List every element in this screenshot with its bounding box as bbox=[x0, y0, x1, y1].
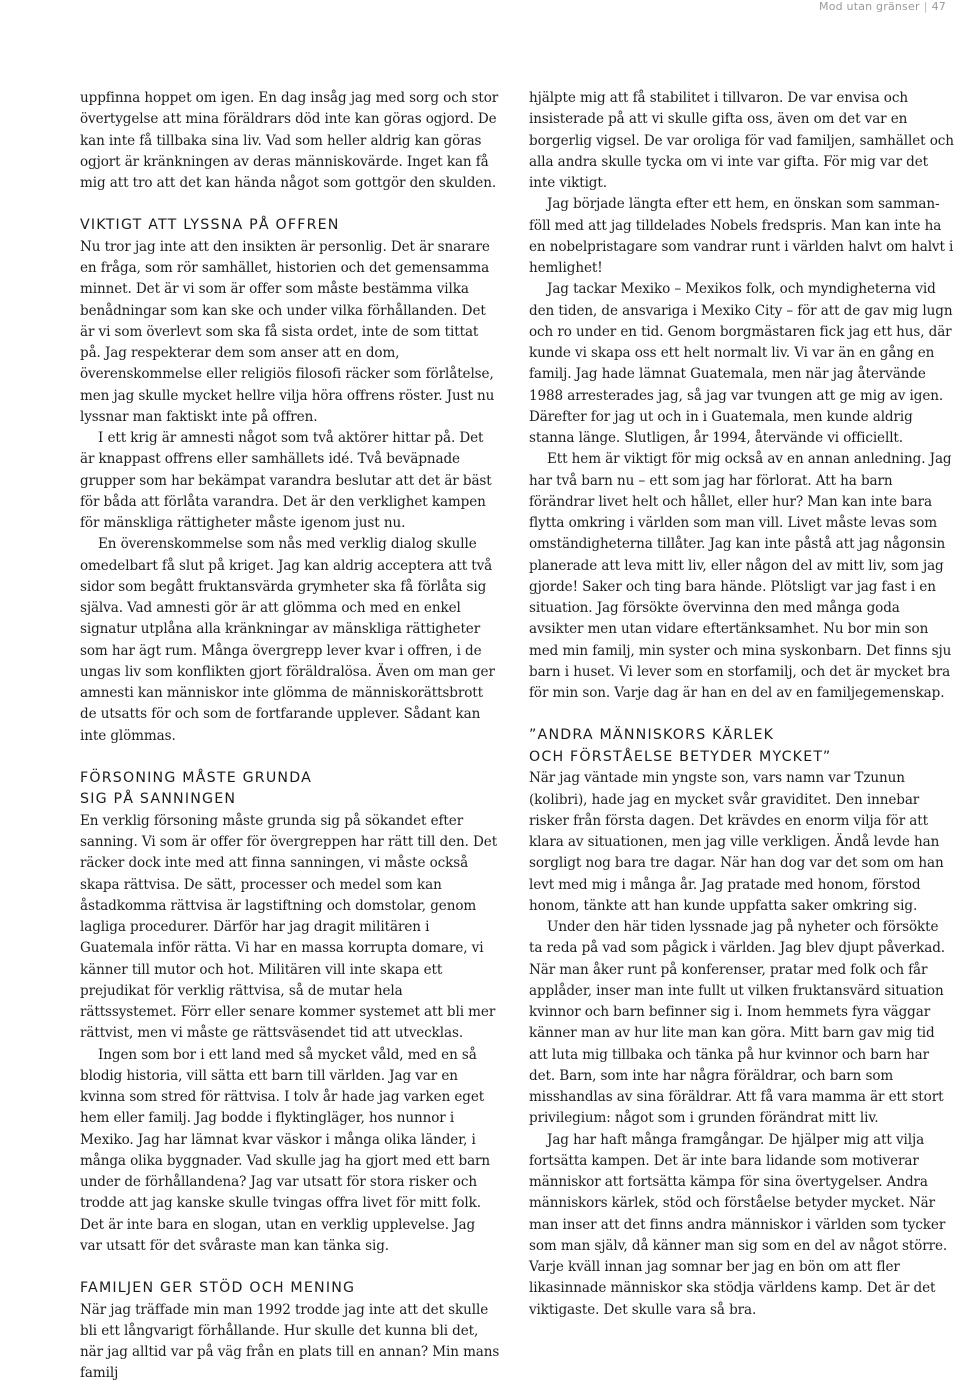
paragraph: Jag har haft många framgångar. De hjälper mig att vilja fortsätta kampen. Det är inte bara lidande som motiverar människor att fortsätta kämpa för sina övertygelser. Andra människors kärlek, stöd och förståelse betyder mycket. När man inser att det finns andra människor i världen som tycker som man själv, då känner man sig som en del av något större. Varje kväll innan jag somnar ber jag en bön om att fler likasinnade människor ska stödja världens kamp. Det är det viktigaste. Det skulle vara så bra. bbox=[529, 1131, 948, 1318]
paragraph: Ett hem är viktigt för mig också av en annan anledning. Jag har två barn nu – ett som jag har förlorat. Att ha barn förändrar livet helt och hållet, eller hur? Man kan inte bara flytta omkring i världen som man vill. Livet måste levas som omständigheterna tillåter. Jag kan inte påstå att jag någonsin planerade att leva mitt liv, eller någon del av mitt liv, som jag gjorde! Saker och ting bara hände. Plötsligt var jag fast i en situation. Jag försökte övervinna den med många goda avsikter men utan vidare eftertänksamhet. Nu bor min son med min familj, min syster och mina syskonbarn. Det finns sju barn i huset. Vi lever som en storfamilj, och det är mycket bra för min son. Varje dag är han en del av en familjegemenskap. bbox=[529, 451, 952, 701]
paragraph: hjälpte mig att få stabilitet i tillvaron. De var envisa och insisterade på att vi skulle gifta oss, även om det var en borgerlig vigsel. De var oroliga för vad familjen, samhället och alla andra skulle tycka om vi inte var gifta. För mig var det inte viktigt. bbox=[529, 90, 954, 191]
section-heading-listen-to-victims: VIKTIGT ATT LYSSNA PÅ OFFREN bbox=[80, 217, 340, 234]
section-heading-family: FAMILJEN GER STÖD OCH MENING bbox=[80, 1280, 356, 1296]
paragraph: Under den här tiden lyssnade jag på nyheter och försökte ta reda på vad som pågick i världen. Jag blev djupt påverkad. När man åker runt på konferenser, pratar med folk och får applåder, inser man inte fullt ut vilken fruktansvärd situation kvinnor och barn befinner sig i. Inom hemmets fyra väggar känner man av hur lite man kan göra. Mitt barn gav mig tid att luta mig tillbaka och tänka på hur kvinnor och barn har det. Barn, som inte har några föräldrar, och barn som misshandlas av sina föräldrar. Att få vara mamma är ett stort privilegium: något som i grunden förändrat mitt liv. bbox=[529, 919, 945, 1127]
paragraph: Jag började längta efter ett hem, en önskan som sammanföll med att jag tilldelades Nobels fredspris. Man kan inte ha en nobelpristagare som vandrar runt i världen halvt om halvt i hemlighet! bbox=[529, 196, 954, 276]
paragraph: Nu tror jag inte att den insikten är personlig. Det är snarare en fråga, som rör samhället, historien och det gemensamma minnet. Det är vi som är offer som måste bestämma vilka benådningar som kan ske och under vilka förhållanden. Det är vi som överlevt som ska få sista ordet, inte de som tittat på. Jag respekterar dem som anser att en dom, överenskommelse eller religiös filosofi räcker som förlåtelse, men jag skulle mycket hellre vilja höra offrens röster. Just nu lyssnar man faktiskt inte på offren. bbox=[80, 238, 495, 425]
paragraph: När jag träffade min man 1992 trodde jag inte att det skulle bli ett långvarigt förhållande. Hur skulle det kunna bli det, när jag alltid var på väg från en plats till en annan? Min mans familj bbox=[80, 1301, 500, 1382]
paragraph: I ett krig är amnesti något som två aktörer hittar på. Det är knappast offrens eller samhällets idé. Två beväpnade grupper som har bekämpat varandra beslutar att det är bäst för båda att förlåta varandra. Det är den verklighet kampen för mänskliga rättigheter måste igenom just nu. bbox=[80, 430, 492, 531]
paragraph: När jag väntade min yngste son, vars namn var Tzunun (kolibri), hade jag en mycket svår graviditet. Den innebar risker från första dagen. Det krävdes en enorm vilja för att klara av situationen, men jag ville verkligen. Ändå levde han sorgligt nog bara tre dagar. När han dog var det som om han levt med mig i många år. Jag pratade med honom, förstod honom, tänkte att han kunde uppfatta saker omkring sig. bbox=[529, 770, 944, 914]
paragraph: En överenskommelse som nås med verklig dialog skulle omedelbart få slut på kriget. Jag kan aldrig acceptera att två sidor som begått fruktansvärda grymheter ska få förlåta sig själva. Vad amnesti gör är att glömma och med en enkel signatur utplåna alla kränkningar av mänskliga rättigheter som har ägt rum. Många övergrepp lever kvar i offren, i de ungas liv som konflikten gjort föräldralösa. Även om man ger amnesti kan människor inte glömma de människorättsbrott de utsatts för och som de fortfarande upplever. Sådant kan inte glömmas. bbox=[80, 536, 495, 744]
running-head-title: Mod utan gränser bbox=[819, 0, 920, 13]
paragraph: Jag tackar Mexiko – Mexikos folk, och myndigheterna vid den tiden, de ansvariga i Mexiko City – för att de gav mig lugn och ro under en tid. Genom borgmästaren fick jag ett hus, där kunde vi skapa oss ett helt normalt liv. Vi var än en gång en familj. Jag hade lämnat Guatemala, men när jag återvände 1988 arresterades jag, så jag var tvungen att ge mig av igen. Därefter for jag ut och in i Guatemala, men kunde aldrig stanna länge. Slutligen, år 1994, återvände vi officiellt. bbox=[529, 281, 953, 446]
paragraph-intro: uppfinna hoppet om igen. En dag insåg jag med sorg och stor övertygelse att mina föräldrars död inte kan göras ogjord. De kan inte få tillbaka sina liv. Vad som heller aldrig kan göras ogjort är kränkningen av deras människovärde. Inget kan få mig att tro att det kan hända något som gottgör den skulden. bbox=[80, 90, 499, 191]
page-number: 47 bbox=[931, 0, 946, 13]
left-column bbox=[80, 88, 500, 1385]
heading-line: FÖRSONING MÅSTE GRUNDA bbox=[80, 769, 312, 786]
heading-line: SIG PÅ SANNINGEN bbox=[80, 791, 237, 808]
running-head bbox=[819, 0, 946, 13]
paragraph: Ingen som bor i ett land med så mycket våld, med en så blodig historia, vill sätta ett barn till världen. Jag var en kvinna som stred för rättvisa. I tolv år hade jag varken eget hem eller familj. Jag bodde i flyktingläger, hos nunnor i Mexiko. Jag har lämnat kvar väskor i många olika länder, i många olika byggnader. Vad skulle jag ha gjort med ett barn under de förhållandena? Jag var utsatt för stora risker och trodde att jag kanske skulle tvingas offra livet för mitt folk. Det är inte bara en slogan, utan en verklig upplevelse. Jag var utsatt för det svåraste man kan tänka sig. bbox=[80, 1046, 491, 1254]
running-head-separator: | bbox=[923, 0, 928, 13]
heading-line: OCH FÖRSTÅELSE BETYDER MYCKET” bbox=[529, 748, 832, 765]
heading-line: ”ANDRA MÄNNISKORS KÄRLEK bbox=[529, 727, 775, 744]
right-column bbox=[529, 88, 955, 1321]
section-heading-love-and-understanding bbox=[529, 725, 955, 768]
section-heading-reconciliation bbox=[80, 768, 500, 811]
paragraph: En verklig försoning måste grunda sig på sökandet efter sanning. Vi som är offer för övergreppen har rätt till den. Det räcker dock inte med att finna sanningen, vi måste också skapa rättvisa. De sätt, processer och medel som kan åstadkomma rättvisa är lagstiftning och domstolar, genom lagliga procedurer. Därför har jag dragit militären i Guatemala inför rätta. Vi har en massa korrupta domare, vi känner till mutor och hot. Militären vill inte skapa ett prejudikat för verklig rättvisa, så de mutar hela rättssystemet. Förr eller senare kommer systemet att bli mer rättvist, men vi måste ge rättsväsendet tid att utvecklas. bbox=[80, 812, 498, 1042]
